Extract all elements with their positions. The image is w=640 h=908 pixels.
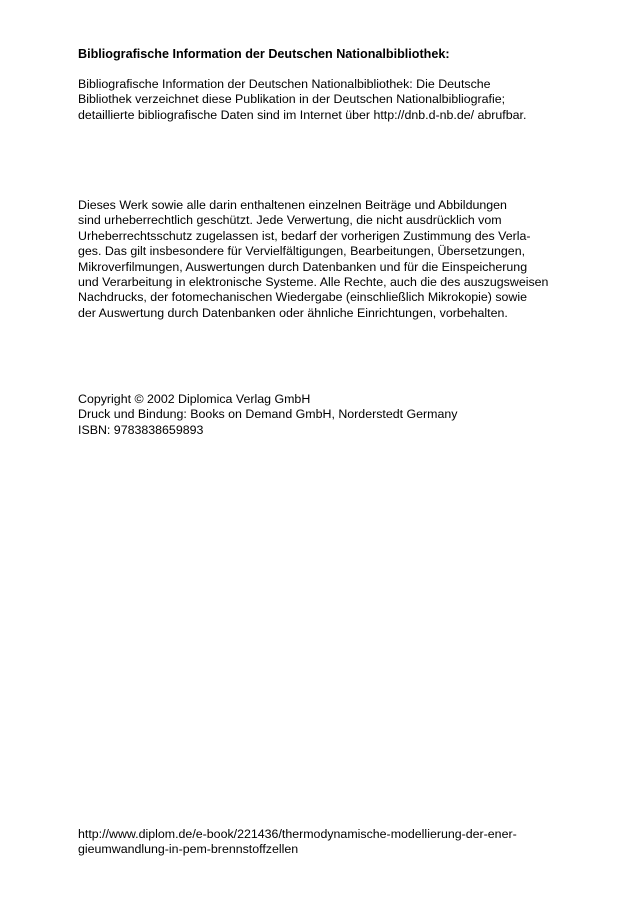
rights-line: Urheberrechtsschutz zugelassen ist, bedarf der vorherigen Zustimmung des Verla- xyxy=(78,228,531,243)
rights-line: und Verarbeitung in elektronische Systeme. Alle Rechte, auch die des auszugsweisen xyxy=(78,275,549,290)
source-url-line: http://www.diplom.de/e-book/221436/thermodynamische-modellierung-der-ener- xyxy=(78,827,517,841)
rights-line: Dieses Werk sowie alle darin enthaltenen einzelnen Beiträge und Abbildungen xyxy=(78,198,507,212)
imprint-block xyxy=(78,392,568,438)
bibliographic-line: Bibliothek verzeichnet diese Publikation in der Deutschen Nationalbibliografie; xyxy=(78,92,506,107)
source-url xyxy=(78,827,568,858)
isbn-line: ISBN: 9783838659893 xyxy=(78,422,204,437)
rights-line: Mikroverfilmungen, Auswertungen durch Datenbanken und für die Einspeicherung xyxy=(78,259,528,274)
source-url-line: gieumwandlung-in-pem-brennstoffzellen xyxy=(78,842,299,857)
rights-line: sind urheberrechtlich geschützt. Jede Verwertung, die nicht ausdrücklich vom xyxy=(78,213,502,228)
rights-line: Nachdrucks, der fotomechanischen Wiedergabe (einschließlich Mikrokopie) sowie xyxy=(78,290,528,305)
printing-line: Druck und Bindung: Books on Demand GmbH, Norderstedt Germany xyxy=(78,407,458,422)
bibliographic-heading: Bibliografische Information der Deutschen Nationalbibliothek: xyxy=(78,47,450,61)
copyright-notice-paragraph xyxy=(78,198,568,321)
bibliographic-line: detaillierte bibliografische Daten sind im Internet über http://dnb.d-nb.de/ abrufbar. xyxy=(78,107,527,122)
copyright-line: Copyright © 2002 Diplomica Verlag GmbH xyxy=(78,392,311,406)
bibliographic-paragraph xyxy=(78,77,568,123)
bibliographic-line: Bibliografische Information der Deutschen Nationalbibliothek: Die Deutsche xyxy=(78,77,491,91)
rights-line: der Auswertung durch Datenbanken oder ähnliche Einrichtungen, vorbehalten. xyxy=(78,305,508,320)
rights-line: ges. Das gilt insbesondere für Vervielfältigungen, Bearbeitungen, Übersetzungen, xyxy=(78,244,526,259)
